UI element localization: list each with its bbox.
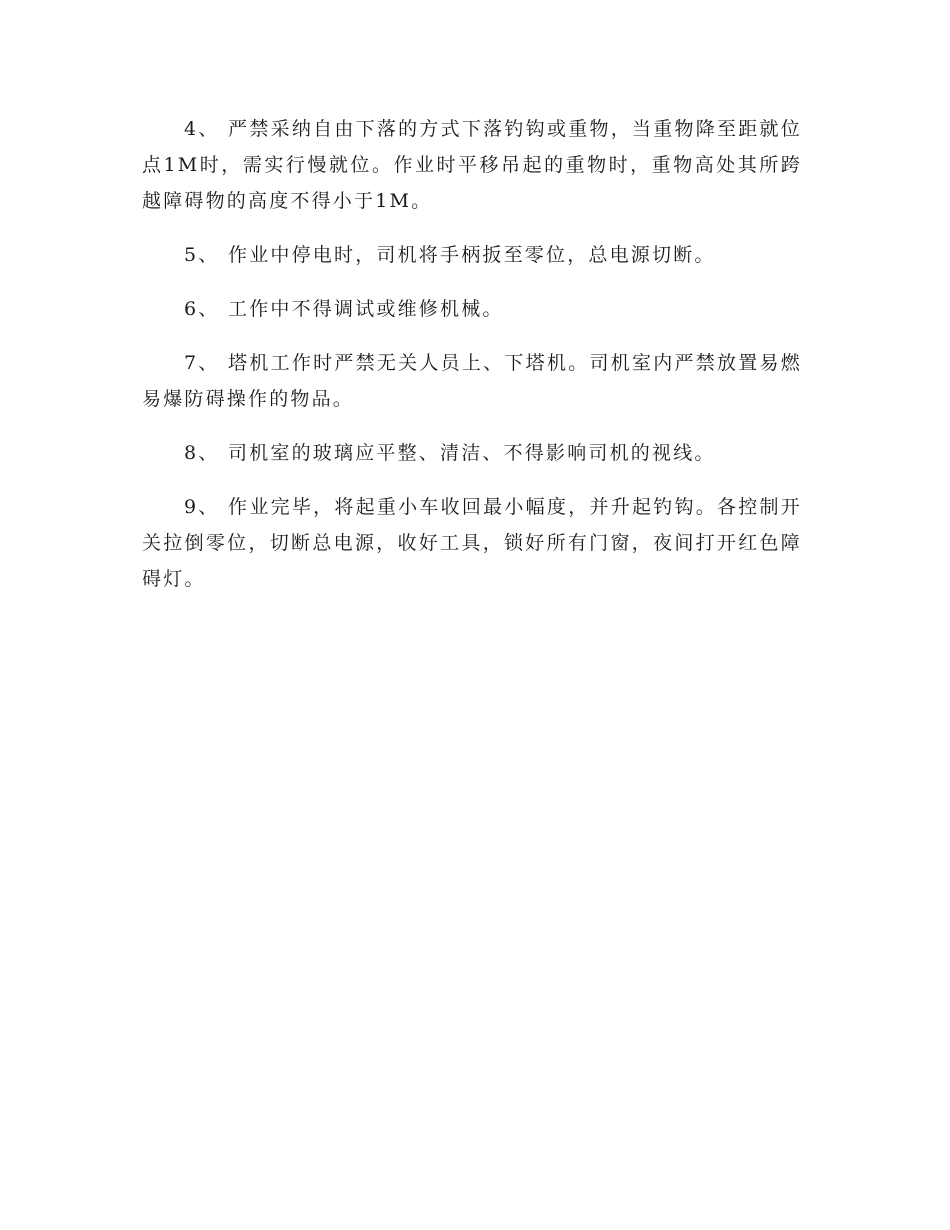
paragraph-item-9 [142,489,802,597]
paragraph-text: 工作中不得调试或维修机械。 [228,298,504,320]
paragraph-text: 作业完毕，将起重小车收回最小幅度，并升起钓钩。各控制开关拉倒零位，切断总电源，收好工具，锁好所有门窗，夜间打开红色障碍灯。 [142,496,802,590]
item-number: 6、 [184,298,220,320]
paragraph-item-8 [142,435,802,471]
paragraph-text: 司机室的玻璃应平整、清洁、不得影响司机的视线。 [228,442,716,464]
paragraph-item-7 [142,345,802,417]
paragraph-item-6 [142,291,802,327]
paragraph-text: 作业中停电时，司机将手柄扳至零位，总电源切断。 [228,244,716,266]
item-number: 8、 [184,442,220,464]
paragraph-item-5 [142,237,802,273]
item-number: 4、 [184,118,220,140]
paragraph-text: 塔机工作时严禁无关人员上、下塔机。司机室内严禁放置易燃易爆防碍操作的物品。 [142,352,802,410]
paragraph-item-4 [142,111,802,219]
item-number: 9、 [184,496,220,518]
item-number: 7、 [184,352,220,374]
document-body [142,111,802,615]
paragraph-text: 严禁采纳自由下落的方式下落钓钩或重物，当重物降至距就位点1M时，需实行慢就位。作业时平移吊起的重物时，重物高处其所跨越障碍物的高度不得小于1M。 [142,118,802,212]
item-number: 5、 [184,244,220,266]
